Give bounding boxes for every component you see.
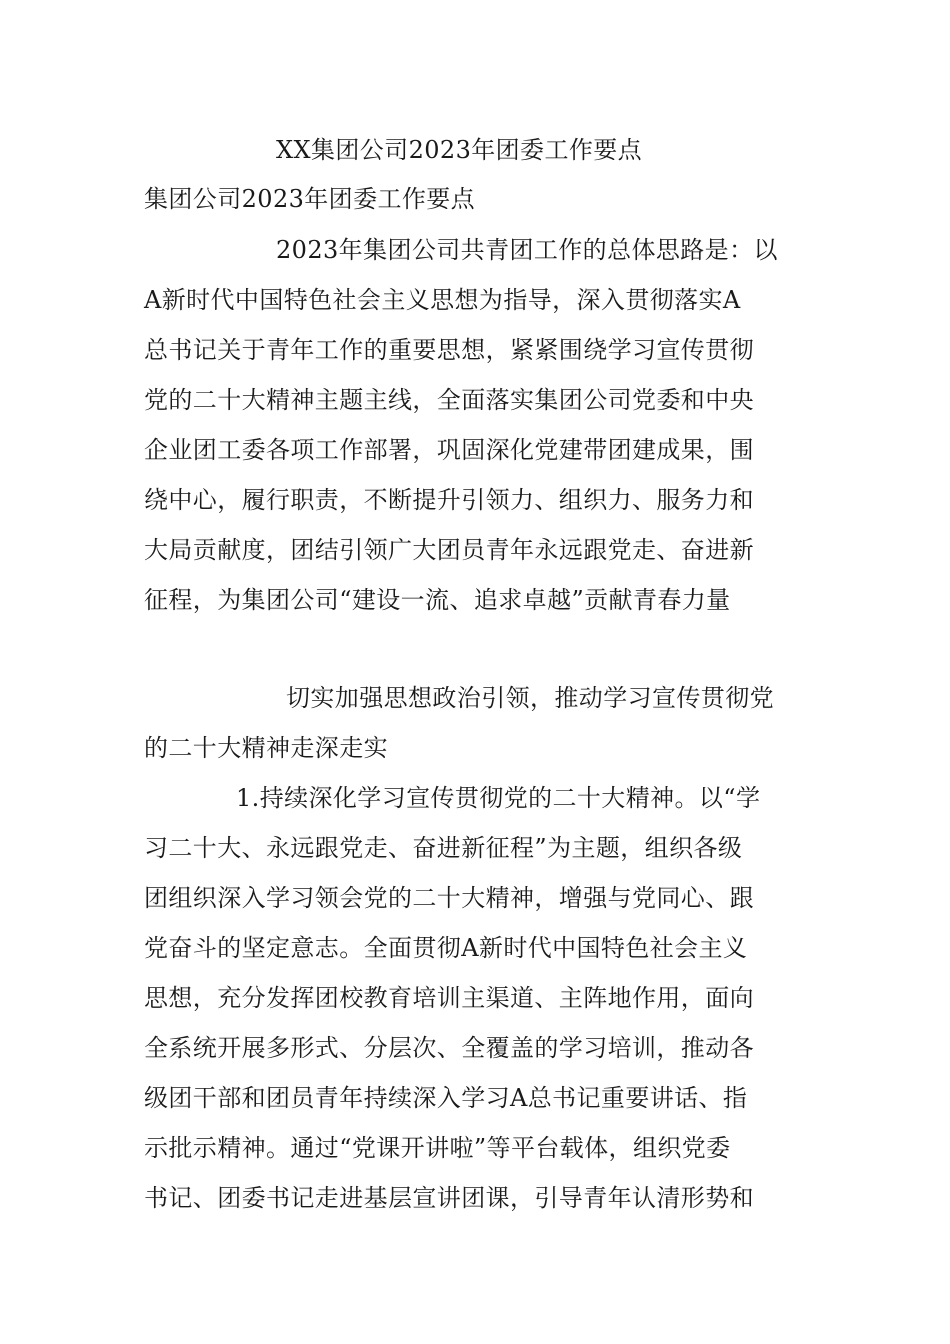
intro-line-4: 党的二十大精神主题主线，全面落实集团公司党委和中央	[144, 386, 754, 414]
intro-line-1: 2023年集团公司共青团工作的总体思路是：以	[276, 236, 778, 264]
intro-line-7: 大局贡献度，团结引领广大团员青年永远跟党走、奋进新	[144, 536, 754, 564]
section-heading-line-1: 切实加强思想政治引领，推动学习宣传贯彻党	[286, 684, 774, 712]
intro-line-3: 总书记关于青年工作的重要思想，紧紧围绕学习宣传贯彻	[144, 336, 754, 364]
item1-line-2: 习二十大、永远跟党走、奋进新征程”为主题，组织各级	[144, 834, 743, 862]
item1-line-7: 级团干部和团员青年持续深入学习A总书记重要讲话、指	[144, 1084, 748, 1112]
item1-line-5: 思想，充分发挥团校教育培训主渠道、主阵地作用，面向	[144, 984, 754, 1012]
item1-line-4: 党奋斗的坚定意志。全面贯彻A新时代中国特色社会主义	[144, 934, 748, 962]
item1-line-6: 全系统开展多形式、分层次、全覆盖的学习培训，推动各	[144, 1034, 754, 1062]
section-heading-line-2: 的二十大精神走深走实	[144, 734, 388, 762]
intro-line-8: 征程，为集团公司“建设一流、追求卓越”贡献青春力量	[144, 586, 731, 614]
intro-line-5: 企业团工委各项工作部署，巩固深化党建带团建成果，围	[144, 436, 754, 464]
document-subtitle: 集团公司2023年团委工作要点	[144, 185, 476, 213]
item1-line-9: 书记、团委书记走进基层宣讲团课，引导青年认清形势和	[144, 1184, 754, 1212]
intro-line-6: 绕中心，履行职责，不断提升引领力、组织力、服务力和	[144, 486, 754, 514]
item1-line-3: 团组织深入学习领会党的二十大精神，增强与党同心、跟	[144, 884, 754, 912]
item1-line-8: 示批示精神。通过“党课开讲啦”等平台载体，组织党委	[144, 1134, 731, 1162]
document-title: XX集团公司2023年团委工作要点	[276, 136, 643, 164]
intro-line-2: A新时代中国特色社会主义思想为指导，深入贯彻落实A	[144, 286, 741, 314]
item1-line-1: 1.持续深化学习宣传贯彻党的二十大精神。以“学	[236, 784, 761, 812]
